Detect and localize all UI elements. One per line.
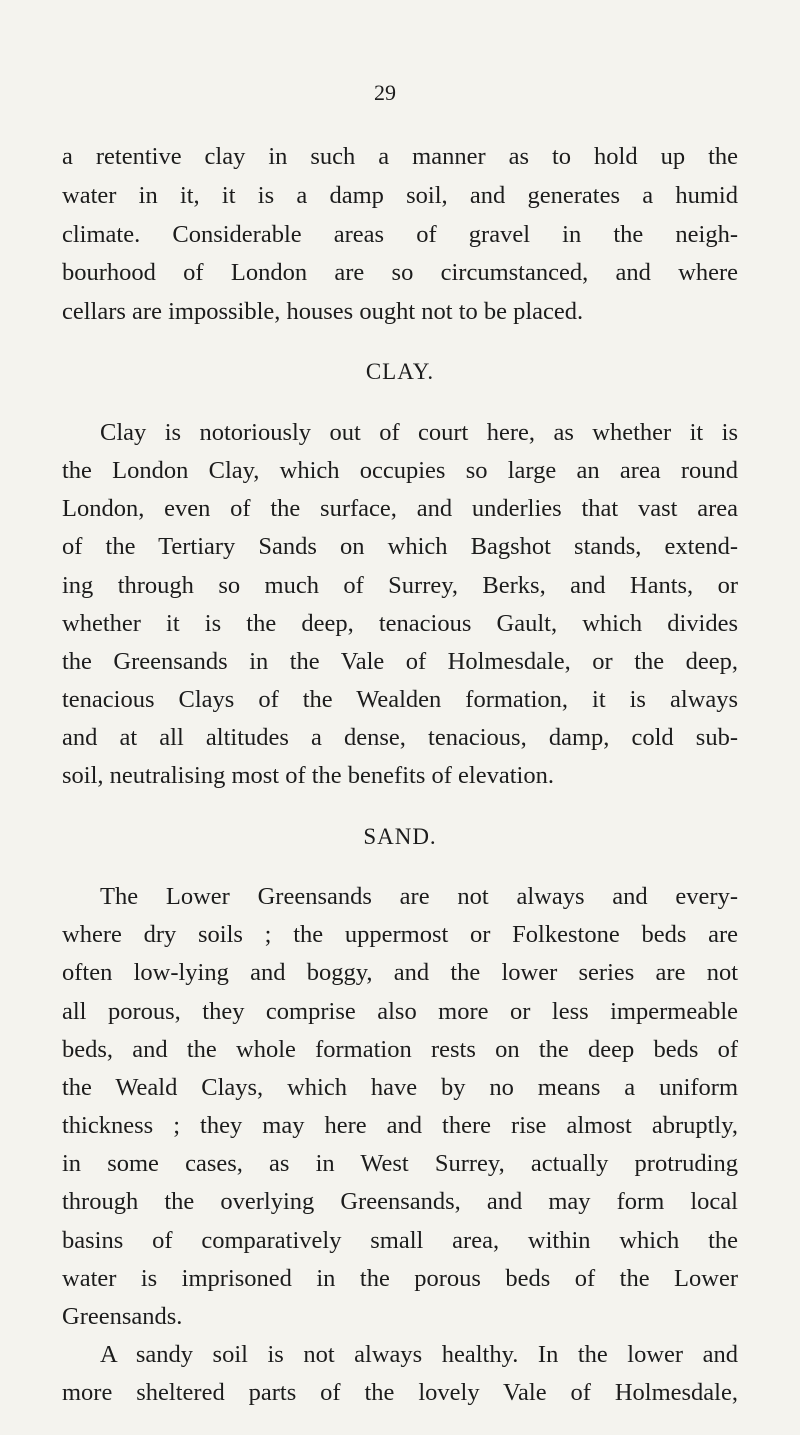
text-line: climate. Considerable areas of gravel in the neigh-: [62, 221, 738, 248]
text-line: the London Clay, which occupies so large an area round: [62, 457, 738, 484]
section-heading-sand: SAND.: [363, 824, 437, 849]
text-line: the Greensands in the Vale of Holmesdale, or the deep,: [62, 648, 738, 675]
text-line: through the overlying Greensands, and may form local: [62, 1188, 738, 1215]
text-line: A sandy soil is not always healthy. In the lower and: [100, 1341, 738, 1368]
text-line: thickness ; they may here and there rise almost abruptly,: [62, 1112, 738, 1139]
text-line: often low-lying and boggy, and the lower series are not: [62, 959, 738, 986]
text-line: London, even of the surface, and underlies that vast area: [62, 495, 738, 522]
text-line: bourhood of London are so circumstanced, and where: [62, 259, 738, 286]
text-line: Clay is notoriously out of court here, as whether it is: [100, 419, 738, 446]
text-line: water in it, it is a damp soil, and generates a humid: [62, 182, 738, 209]
text-line: The Lower Greensands are not always and every-: [100, 883, 738, 910]
text-line: where dry soils ; the uppermost or Folkestone beds are: [62, 921, 738, 948]
text-line: whether it is the deep, tenacious Gault, which divides: [62, 610, 738, 637]
text-line: cellars are impossible, houses ought not to be placed.: [62, 298, 584, 325]
text-line: soil, neutralising most of the benefits of elevation.: [62, 762, 554, 789]
text-line: the Weald Clays, which have by no means a uniform: [62, 1074, 738, 1101]
page-number: 29: [374, 80, 396, 105]
text-line: a retentive clay in such a manner as to hold up the: [62, 143, 738, 170]
text-line: tenacious Clays of the Wealden formation, it is always: [62, 686, 738, 713]
text-line: and at all altitudes a dense, tenacious, damp, cold sub-: [62, 724, 738, 751]
text-line: more sheltered parts of the lovely Vale of Holmesdale,: [62, 1379, 738, 1406]
text-line: ing through so much of Surrey, Berks, and Hants, or: [62, 572, 738, 599]
text-line: of the Tertiary Sands on which Bagshot stands, extend-: [62, 533, 738, 560]
section-heading-clay: CLAY.: [365, 359, 435, 384]
text-line: all porous, they comprise also more or less impermeable: [62, 998, 738, 1025]
text-line: water is imprisoned in the porous beds of the Lower: [62, 1265, 738, 1292]
text-line: Greensands.: [62, 1303, 183, 1330]
text-line: basins of comparatively small area, within which the: [62, 1227, 738, 1254]
text-line: in some cases, as in West Surrey, actually protruding: [62, 1150, 738, 1177]
text-line: beds, and the whole formation rests on the deep beds of: [62, 1036, 738, 1063]
